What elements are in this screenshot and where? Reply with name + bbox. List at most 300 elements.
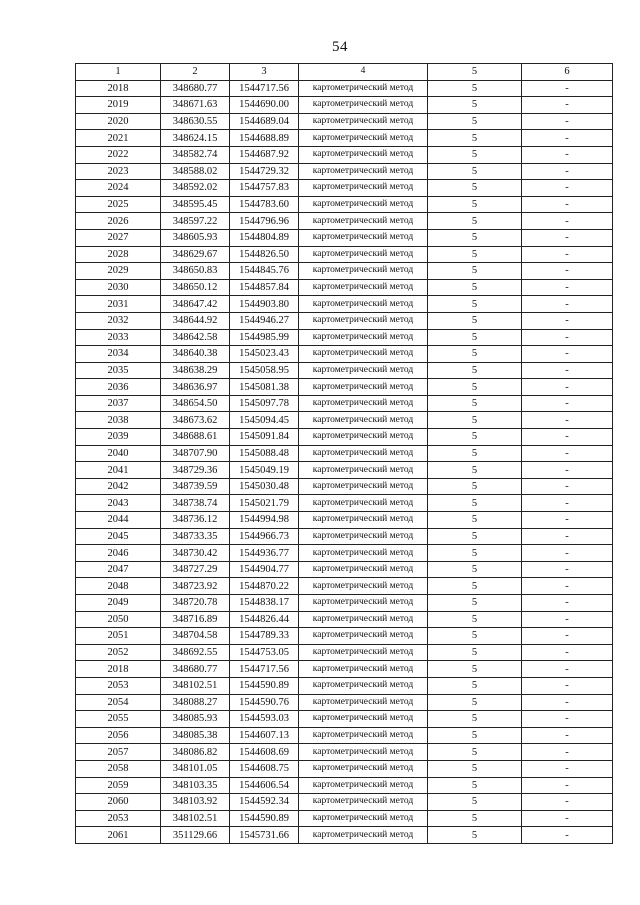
column-header-5: 5 [428, 64, 522, 81]
method-cell: картометрический метод [299, 329, 428, 346]
table-row [76, 478, 613, 495]
accuracy-cell: 5 [428, 744, 522, 761]
note-cell: - [522, 545, 613, 562]
accuracy-cell: 5 [428, 113, 522, 130]
x-coordinate-cell: 348654.50 [161, 395, 230, 412]
method-cell: картометрический метод [299, 196, 428, 213]
method-cell: картометрический метод [299, 744, 428, 761]
accuracy-cell: 5 [428, 279, 522, 296]
table-row [76, 760, 613, 777]
point-number-cell: 2030 [76, 279, 161, 296]
point-number-cell: 2025 [76, 196, 161, 213]
note-cell: - [522, 163, 613, 180]
column-header-4: 4 [299, 64, 428, 81]
note-cell: - [522, 312, 613, 329]
note-cell: - [522, 694, 613, 711]
table-row [76, 196, 613, 213]
table-row [76, 412, 613, 429]
method-cell: картометрический метод [299, 113, 428, 130]
point-number-cell: 2023 [76, 163, 161, 180]
accuracy-cell: 5 [428, 561, 522, 578]
table-row [76, 296, 613, 313]
table-row [76, 578, 613, 595]
table-row [76, 495, 613, 512]
table-row [76, 810, 613, 827]
table-row [76, 329, 613, 346]
note-cell: - [522, 827, 613, 844]
note-cell: - [522, 379, 613, 396]
y-coordinate-cell: 1545091.84 [230, 429, 299, 446]
y-coordinate-cell: 1544826.50 [230, 246, 299, 263]
x-coordinate-cell: 348680.77 [161, 80, 230, 97]
note-cell: - [522, 777, 613, 794]
y-coordinate-cell: 1544593.03 [230, 711, 299, 728]
point-number-cell: 2037 [76, 395, 161, 412]
y-coordinate-cell: 1544688.89 [230, 130, 299, 147]
method-cell: картометрический метод [299, 777, 428, 794]
point-number-cell: 2059 [76, 777, 161, 794]
table-row [76, 661, 613, 678]
y-coordinate-cell: 1544796.96 [230, 213, 299, 230]
method-cell: картометрический метод [299, 445, 428, 462]
note-cell: - [522, 760, 613, 777]
y-coordinate-cell: 1544936.77 [230, 545, 299, 562]
note-cell: - [522, 644, 613, 661]
x-coordinate-cell: 348103.92 [161, 794, 230, 811]
y-coordinate-cell: 1544590.76 [230, 694, 299, 711]
y-coordinate-cell: 1544857.84 [230, 279, 299, 296]
y-coordinate-cell: 1545731.66 [230, 827, 299, 844]
table-row [76, 595, 613, 612]
note-cell: - [522, 80, 613, 97]
table-row [76, 229, 613, 246]
x-coordinate-cell: 348582.74 [161, 146, 230, 163]
method-cell: картометрический метод [299, 97, 428, 114]
note-cell: - [522, 628, 613, 645]
note-cell: - [522, 329, 613, 346]
point-number-cell: 2033 [76, 329, 161, 346]
accuracy-cell: 5 [428, 611, 522, 628]
column-header-3: 3 [230, 64, 299, 81]
accuracy-cell: 5 [428, 362, 522, 379]
x-coordinate-cell: 348723.92 [161, 578, 230, 595]
method-cell: картометрический метод [299, 628, 428, 645]
table-row [76, 362, 613, 379]
accuracy-cell: 5 [428, 163, 522, 180]
accuracy-cell: 5 [428, 628, 522, 645]
point-number-cell: 2040 [76, 445, 161, 462]
note-cell: - [522, 561, 613, 578]
method-cell: картометрический метод [299, 495, 428, 512]
accuracy-cell: 5 [428, 412, 522, 429]
point-number-cell: 2026 [76, 213, 161, 230]
accuracy-cell: 5 [428, 296, 522, 313]
table-row [76, 263, 613, 280]
y-coordinate-cell: 1544994.98 [230, 512, 299, 529]
point-number-cell: 2034 [76, 346, 161, 363]
note-cell: - [522, 578, 613, 595]
x-coordinate-cell: 348088.27 [161, 694, 230, 711]
note-cell: - [522, 412, 613, 429]
x-coordinate-cell: 348085.93 [161, 711, 230, 728]
table-row [76, 213, 613, 230]
accuracy-cell: 5 [428, 794, 522, 811]
table-row [76, 429, 613, 446]
x-coordinate-cell: 348595.45 [161, 196, 230, 213]
note-cell: - [522, 478, 613, 495]
point-number-cell: 2047 [76, 561, 161, 578]
point-number-cell: 2018 [76, 80, 161, 97]
table-row [76, 163, 613, 180]
accuracy-cell: 5 [428, 595, 522, 612]
x-coordinate-cell: 348636.97 [161, 379, 230, 396]
x-coordinate-cell: 348588.02 [161, 163, 230, 180]
column-header-2: 2 [161, 64, 230, 81]
y-coordinate-cell: 1545088.48 [230, 445, 299, 462]
x-coordinate-cell: 348605.93 [161, 229, 230, 246]
accuracy-cell: 5 [428, 329, 522, 346]
method-cell: картометрический метод [299, 677, 428, 694]
x-coordinate-cell: 348733.35 [161, 528, 230, 545]
method-cell: картометрический метод [299, 246, 428, 263]
accuracy-cell: 5 [428, 661, 522, 678]
y-coordinate-cell: 1544608.75 [230, 760, 299, 777]
x-coordinate-cell: 348727.29 [161, 561, 230, 578]
accuracy-cell: 5 [428, 827, 522, 844]
point-number-cell: 2050 [76, 611, 161, 628]
method-cell: картометрический метод [299, 146, 428, 163]
y-coordinate-cell: 1544838.17 [230, 595, 299, 612]
note-cell: - [522, 296, 613, 313]
accuracy-cell: 5 [428, 677, 522, 694]
x-coordinate-cell: 348644.92 [161, 312, 230, 329]
y-coordinate-cell: 1544592.34 [230, 794, 299, 811]
method-cell: картометрический метод [299, 346, 428, 363]
y-coordinate-cell: 1544826.44 [230, 611, 299, 628]
table-row [76, 379, 613, 396]
method-cell: картометрический метод [299, 578, 428, 595]
note-cell: - [522, 130, 613, 147]
method-cell: картометрический метод [299, 379, 428, 396]
accuracy-cell: 5 [428, 346, 522, 363]
x-coordinate-cell: 348647.42 [161, 296, 230, 313]
x-coordinate-cell: 348739.59 [161, 478, 230, 495]
point-number-cell: 2054 [76, 694, 161, 711]
point-number-cell: 2055 [76, 711, 161, 728]
accuracy-cell: 5 [428, 379, 522, 396]
method-cell: картометрический метод [299, 429, 428, 446]
x-coordinate-cell: 348738.74 [161, 495, 230, 512]
table-row [76, 694, 613, 711]
y-coordinate-cell: 1544753.05 [230, 644, 299, 661]
point-number-cell: 2051 [76, 628, 161, 645]
method-cell: картометрический метод [299, 395, 428, 412]
point-number-cell: 2041 [76, 462, 161, 479]
accuracy-cell: 5 [428, 429, 522, 446]
table-row [76, 561, 613, 578]
point-number-cell: 2052 [76, 644, 161, 661]
y-coordinate-cell: 1545030.48 [230, 478, 299, 495]
point-number-cell: 2056 [76, 727, 161, 744]
point-number-cell: 2046 [76, 545, 161, 562]
note-cell: - [522, 727, 613, 744]
point-number-cell: 2035 [76, 362, 161, 379]
accuracy-cell: 5 [428, 80, 522, 97]
y-coordinate-cell: 1544717.56 [230, 661, 299, 678]
table-row [76, 827, 613, 844]
x-coordinate-cell: 348707.90 [161, 445, 230, 462]
note-cell: - [522, 810, 613, 827]
note-cell: - [522, 180, 613, 197]
method-cell: картометрический метод [299, 362, 428, 379]
x-coordinate-cell: 348650.12 [161, 279, 230, 296]
x-coordinate-cell: 348688.61 [161, 429, 230, 446]
accuracy-cell: 5 [428, 445, 522, 462]
table-row [76, 744, 613, 761]
point-number-cell: 2044 [76, 512, 161, 529]
accuracy-cell: 5 [428, 196, 522, 213]
y-coordinate-cell: 1545023.43 [230, 346, 299, 363]
accuracy-cell: 5 [428, 694, 522, 711]
point-number-cell: 2043 [76, 495, 161, 512]
table-body [76, 80, 613, 843]
note-cell: - [522, 711, 613, 728]
table-row [76, 462, 613, 479]
table-row [76, 445, 613, 462]
table-row [76, 146, 613, 163]
table-row [76, 279, 613, 296]
note-cell: - [522, 97, 613, 114]
x-coordinate-cell: 348629.67 [161, 246, 230, 263]
x-coordinate-cell: 348624.15 [161, 130, 230, 147]
accuracy-cell: 5 [428, 246, 522, 263]
table-row [76, 80, 613, 97]
table-row [76, 711, 613, 728]
table-row [76, 545, 613, 562]
point-number-cell: 2027 [76, 229, 161, 246]
point-number-cell: 2024 [76, 180, 161, 197]
method-cell: картометрический метод [299, 279, 428, 296]
point-number-cell: 2057 [76, 744, 161, 761]
method-cell: картометрический метод [299, 644, 428, 661]
point-number-cell: 2053 [76, 810, 161, 827]
accuracy-cell: 5 [428, 312, 522, 329]
y-coordinate-cell: 1544985.99 [230, 329, 299, 346]
x-coordinate-cell: 348716.89 [161, 611, 230, 628]
method-cell: картометрический метод [299, 213, 428, 230]
method-cell: картометрический метод [299, 545, 428, 562]
accuracy-cell: 5 [428, 810, 522, 827]
y-coordinate-cell: 1544870.22 [230, 578, 299, 595]
note-cell: - [522, 229, 613, 246]
y-coordinate-cell: 1544590.89 [230, 677, 299, 694]
note-cell: - [522, 279, 613, 296]
point-number-cell: 2049 [76, 595, 161, 612]
point-number-cell: 2060 [76, 794, 161, 811]
x-coordinate-cell: 348638.29 [161, 362, 230, 379]
point-number-cell: 2019 [76, 97, 161, 114]
table-row [76, 113, 613, 130]
accuracy-cell: 5 [428, 711, 522, 728]
y-coordinate-cell: 1544789.33 [230, 628, 299, 645]
y-coordinate-cell: 1544607.13 [230, 727, 299, 744]
method-cell: картометрический метод [299, 130, 428, 147]
y-coordinate-cell: 1545058.95 [230, 362, 299, 379]
x-coordinate-cell: 348592.02 [161, 180, 230, 197]
note-cell: - [522, 445, 613, 462]
table-row [76, 528, 613, 545]
x-coordinate-cell: 348101.05 [161, 760, 230, 777]
note-cell: - [522, 395, 613, 412]
y-coordinate-cell: 1544946.27 [230, 312, 299, 329]
table-row [76, 611, 613, 628]
method-cell: картометрический метод [299, 478, 428, 495]
x-coordinate-cell: 348103.35 [161, 777, 230, 794]
method-cell: картометрический метод [299, 528, 428, 545]
x-coordinate-cell: 348597.22 [161, 213, 230, 230]
accuracy-cell: 5 [428, 213, 522, 230]
accuracy-cell: 5 [428, 180, 522, 197]
note-cell: - [522, 246, 613, 263]
y-coordinate-cell: 1544606.54 [230, 777, 299, 794]
table-row [76, 246, 613, 263]
point-number-cell: 2039 [76, 429, 161, 446]
x-coordinate-cell: 351129.66 [161, 827, 230, 844]
point-number-cell: 2038 [76, 412, 161, 429]
table-row [76, 130, 613, 147]
y-coordinate-cell: 1545094.45 [230, 412, 299, 429]
note-cell: - [522, 595, 613, 612]
x-coordinate-cell: 348640.38 [161, 346, 230, 363]
method-cell: картометрический метод [299, 794, 428, 811]
method-cell: картометрический метод [299, 229, 428, 246]
accuracy-cell: 5 [428, 545, 522, 562]
note-cell: - [522, 146, 613, 163]
table-row [76, 97, 613, 114]
x-coordinate-cell: 348630.55 [161, 113, 230, 130]
table-row [76, 794, 613, 811]
note-cell: - [522, 744, 613, 761]
y-coordinate-cell: 1544689.04 [230, 113, 299, 130]
method-cell: картометрический метод [299, 163, 428, 180]
point-number-cell: 2036 [76, 379, 161, 396]
table-row [76, 727, 613, 744]
accuracy-cell: 5 [428, 512, 522, 529]
y-coordinate-cell: 1545081.38 [230, 379, 299, 396]
point-number-cell: 2042 [76, 478, 161, 495]
point-number-cell: 2053 [76, 677, 161, 694]
y-coordinate-cell: 1544717.56 [230, 80, 299, 97]
x-coordinate-cell: 348704.58 [161, 628, 230, 645]
point-number-cell: 2058 [76, 760, 161, 777]
method-cell: картометрический метод [299, 760, 428, 777]
y-coordinate-cell: 1544590.89 [230, 810, 299, 827]
accuracy-cell: 5 [428, 263, 522, 280]
method-cell: картометрический метод [299, 595, 428, 612]
accuracy-cell: 5 [428, 229, 522, 246]
x-coordinate-cell: 348692.55 [161, 644, 230, 661]
point-number-cell: 2061 [76, 827, 161, 844]
x-coordinate-cell: 348736.12 [161, 512, 230, 529]
y-coordinate-cell: 1545049.19 [230, 462, 299, 479]
accuracy-cell: 5 [428, 395, 522, 412]
method-cell: картометрический метод [299, 80, 428, 97]
method-cell: картометрический метод [299, 661, 428, 678]
y-coordinate-cell: 1544687.92 [230, 146, 299, 163]
table-row [76, 180, 613, 197]
note-cell: - [522, 661, 613, 678]
method-cell: картометрический метод [299, 180, 428, 197]
method-cell: картометрический метод [299, 312, 428, 329]
table-row [76, 628, 613, 645]
x-coordinate-cell: 348650.83 [161, 263, 230, 280]
note-cell: - [522, 113, 613, 130]
y-coordinate-cell: 1544690.00 [230, 97, 299, 114]
method-cell: картометрический метод [299, 727, 428, 744]
method-cell: картометрический метод [299, 711, 428, 728]
x-coordinate-cell: 348642.58 [161, 329, 230, 346]
method-cell: картометрический метод [299, 810, 428, 827]
method-cell: картометрический метод [299, 827, 428, 844]
point-number-cell: 2018 [76, 661, 161, 678]
x-coordinate-cell: 348085.38 [161, 727, 230, 744]
accuracy-cell: 5 [428, 644, 522, 661]
point-number-cell: 2021 [76, 130, 161, 147]
point-number-cell: 2028 [76, 246, 161, 263]
x-coordinate-cell: 348680.77 [161, 661, 230, 678]
x-coordinate-cell: 348086.82 [161, 744, 230, 761]
method-cell: картометрический метод [299, 412, 428, 429]
point-number-cell: 2032 [76, 312, 161, 329]
note-cell: - [522, 196, 613, 213]
y-coordinate-cell: 1544904.77 [230, 561, 299, 578]
table-row [76, 395, 613, 412]
x-coordinate-cell: 348730.42 [161, 545, 230, 562]
x-coordinate-cell: 348102.51 [161, 810, 230, 827]
note-cell: - [522, 611, 613, 628]
y-coordinate-cell: 1545097.78 [230, 395, 299, 412]
x-coordinate-cell: 348102.51 [161, 677, 230, 694]
method-cell: картометрический метод [299, 462, 428, 479]
note-cell: - [522, 429, 613, 446]
note-cell: - [522, 263, 613, 280]
y-coordinate-cell: 1544729.32 [230, 163, 299, 180]
table-row [76, 346, 613, 363]
note-cell: - [522, 462, 613, 479]
y-coordinate-cell: 1544966.73 [230, 528, 299, 545]
x-coordinate-cell: 348671.63 [161, 97, 230, 114]
accuracy-cell: 5 [428, 495, 522, 512]
x-coordinate-cell: 348673.62 [161, 412, 230, 429]
accuracy-cell: 5 [428, 578, 522, 595]
note-cell: - [522, 512, 613, 529]
point-number-cell: 2020 [76, 113, 161, 130]
table-row [76, 777, 613, 794]
note-cell: - [522, 528, 613, 545]
point-number-cell: 2029 [76, 263, 161, 280]
x-coordinate-cell: 348729.36 [161, 462, 230, 479]
accuracy-cell: 5 [428, 462, 522, 479]
note-cell: - [522, 677, 613, 694]
y-coordinate-cell: 1544845.76 [230, 263, 299, 280]
accuracy-cell: 5 [428, 777, 522, 794]
y-coordinate-cell: 1544804.89 [230, 229, 299, 246]
accuracy-cell: 5 [428, 97, 522, 114]
method-cell: картометрический метод [299, 611, 428, 628]
y-coordinate-cell: 1544757.83 [230, 180, 299, 197]
note-cell: - [522, 495, 613, 512]
accuracy-cell: 5 [428, 727, 522, 744]
